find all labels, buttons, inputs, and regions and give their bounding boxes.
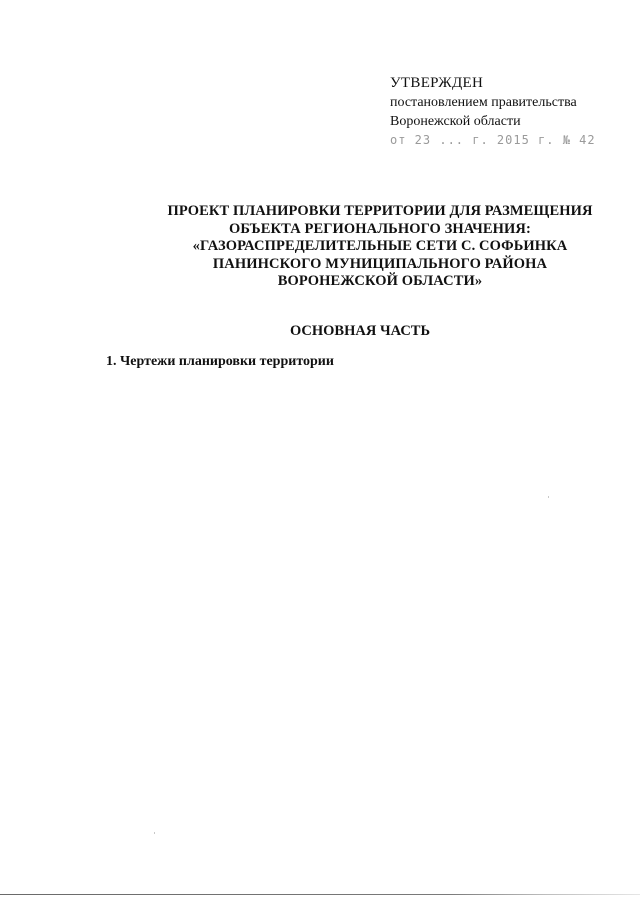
- scan-artifact: [548, 496, 549, 498]
- list-item: 1. Чертежи планировки территории: [106, 354, 334, 369]
- section-heading: ОСНОВНАЯ ЧАСТЬ: [289, 323, 431, 339]
- document-title: [130, 203, 630, 291]
- scan-artifact: [154, 832, 155, 834]
- approval-block: [390, 74, 630, 149]
- approval-authority: постановлением правительства: [390, 95, 577, 110]
- approval-date-number: от 23 ... г. 2015 г. № 42: [390, 133, 596, 147]
- scan-edge-line: [0, 894, 640, 895]
- title-line: «ГАЗОРАСПРЕДЕЛИТЕЛЬНЫЕ СЕТИ С. СОФЬИНКА: [192, 238, 568, 254]
- title-line: ВОРОНЕЖСКОЙ ОБЛАСТИ»: [277, 273, 483, 289]
- approval-region: Воронежской области: [390, 114, 521, 129]
- title-line: ПАНИНСКОГО МУНИЦИПАЛЬНОГО РАЙОНА: [212, 255, 548, 272]
- approval-heading: УТВЕРЖДЕН: [390, 75, 484, 91]
- title-line: ПРОЕКТ ПЛАНИРОВКИ ТЕРРИТОРИИ ДЛЯ РАЗМЕЩЕНИЯ: [167, 203, 593, 219]
- title-line: ОБЪЕКТА РЕГИОНАЛЬНОГО ЗНАЧЕНИЯ:: [229, 220, 531, 237]
